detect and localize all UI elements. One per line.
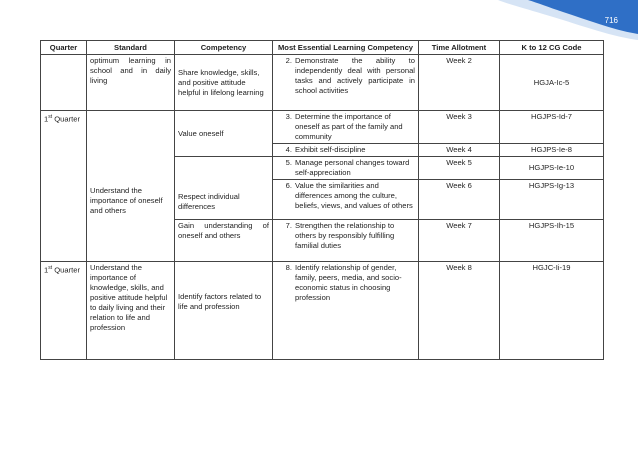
- cell-time: Week 5: [419, 157, 500, 180]
- cell-code: HGJPS-Id-7: [500, 111, 604, 144]
- cell-melc: [273, 262, 419, 360]
- melc-text: Demonstrate the ability to independently deal with personal tasks and actively participate in school activities: [295, 56, 415, 95]
- cell-melc: [273, 111, 419, 144]
- page-number: 716: [604, 16, 618, 25]
- cell-competency: Respect individual differences: [175, 157, 273, 220]
- cell-melc: [273, 220, 419, 262]
- melc-text: Identify relationship of gender, family, peers, media, and socio-economic status in choosing profession: [295, 263, 402, 302]
- cell-competency: Value oneself: [175, 111, 273, 157]
- cell-code: HGJPS-Ih-15: [500, 220, 604, 262]
- cell-standard: Understand the importance of knowledge, skills, and positive attitude helpful to daily living and their relation to life and profession: [87, 262, 175, 360]
- cell-quarter: 1st Quarter: [41, 111, 87, 262]
- cell-quarter: 1st Quarter: [41, 262, 87, 360]
- melc-number: 6.: [285, 181, 292, 190]
- cell-competency: Identify factors related to life and profession: [175, 262, 273, 360]
- cell-time: Week 8: [419, 262, 500, 360]
- header-melc: Most Essential Learning Competency: [273, 41, 419, 55]
- cell-competency: Share knowledge, skills, and positive attitude helpful in lifelong learning: [175, 55, 273, 111]
- cell-time: Week 4: [419, 144, 500, 157]
- header-competency: Competency: [175, 41, 273, 55]
- melc-text: Value the similarities and differences among the culture, beliefs, views, and values of others: [295, 181, 413, 210]
- cell-quarter: [41, 55, 87, 111]
- melc-number: 2.: [285, 56, 292, 65]
- cell-standard: Understand the importance of oneself and others: [87, 111, 175, 262]
- melc-number: 4.: [285, 145, 292, 154]
- melc-text: Determine the importance of oneself as part of the family and community: [295, 112, 403, 141]
- table-row: [41, 262, 604, 360]
- table-row: [41, 55, 604, 111]
- cell-time: Week 6: [419, 180, 500, 220]
- header-standard: Standard: [87, 41, 175, 55]
- melc-number: 8.: [285, 263, 292, 272]
- curriculum-table: [40, 40, 604, 360]
- cell-time: Week 7: [419, 220, 500, 262]
- cell-melc: [273, 55, 419, 111]
- melc-number: 5.: [285, 158, 292, 167]
- cell-code: HGJPS-Ie-8: [500, 144, 604, 157]
- cell-time: Week 2: [419, 55, 500, 111]
- header-quarter: Quarter: [41, 41, 87, 55]
- melc-text: Strengthen the relationship to others by responsibly fulfilling familial duties: [295, 221, 395, 250]
- cell-code: HGJC-Ii-19: [500, 262, 604, 360]
- table-row: [41, 111, 604, 144]
- cell-melc: [273, 144, 419, 157]
- header-time-allotment: Time Allotment: [419, 41, 500, 55]
- melc-number: 3.: [285, 112, 292, 121]
- cell-standard: optimum learning in school and in daily living: [87, 55, 175, 111]
- cell-code: HGJPS-Ie-10: [500, 157, 604, 180]
- cell-melc: [273, 157, 419, 180]
- melc-text: Exhibit self-discipline: [295, 145, 366, 154]
- cell-melc: [273, 180, 419, 220]
- cell-time: Week 3: [419, 111, 500, 144]
- melc-number: 7.: [285, 221, 292, 230]
- header-cg-code: K to 12 CG Code: [500, 41, 604, 55]
- cell-code: HGJPS-Ig-13: [500, 180, 604, 220]
- melc-text: Manage personal changes toward self-appreciation: [295, 158, 410, 177]
- cell-code: HGJA-Ic-5: [500, 55, 604, 111]
- cell-competency: Gain understanding of oneself and others: [175, 220, 273, 262]
- table-header-row: [41, 41, 604, 55]
